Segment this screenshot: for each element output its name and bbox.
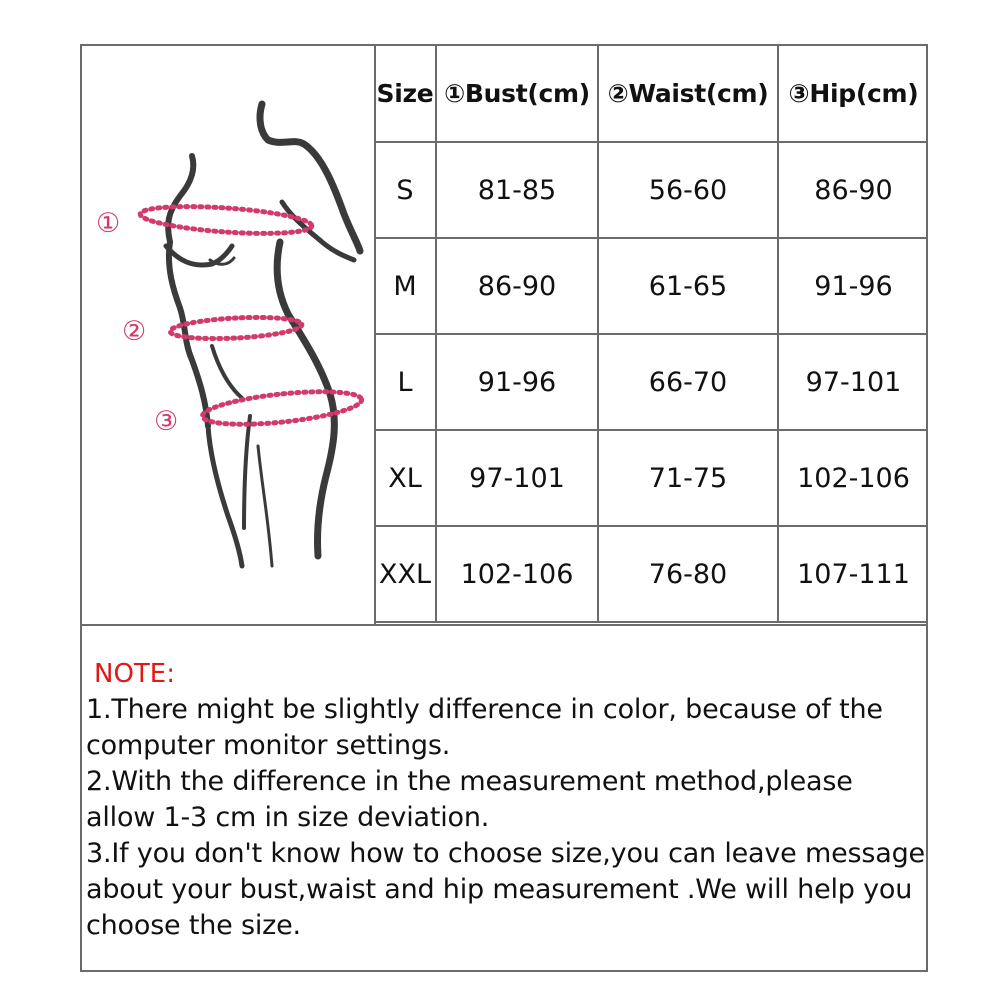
size-chart-frame — [80, 44, 928, 972]
cell-size: XXL — [375, 526, 436, 622]
cell-hip: 86-90 — [778, 142, 928, 238]
header-hip: ③Hip(cm) — [778, 46, 928, 142]
cell-hip: 102-106 — [778, 430, 928, 526]
note-line: 1.There might be slightly difference in color, because of the — [86, 694, 883, 725]
cell-hip: 107-111 — [778, 526, 928, 622]
table-row — [375, 334, 928, 430]
note-line: computer monitor settings. — [86, 730, 451, 761]
marker-waist: ② — [122, 316, 147, 347]
note-line: choose the size. — [86, 910, 301, 941]
cell-waist: 71-75 — [598, 430, 778, 526]
table-header-row — [375, 46, 928, 142]
cell-hip: 97-101 — [778, 334, 928, 430]
note-title: NOTE: — [94, 659, 175, 689]
cell-waist: 61-65 — [598, 238, 778, 334]
cell-size: XL — [375, 430, 436, 526]
table-row — [375, 526, 928, 622]
cell-size: S — [375, 142, 436, 238]
note-line: 3.If you don't know how to choose size,you can leave message — [86, 838, 925, 869]
cell-bust: 102-106 — [436, 526, 598, 622]
cell-bust: 86-90 — [436, 238, 598, 334]
cell-hip: 91-96 — [778, 238, 928, 334]
cell-size: M — [375, 238, 436, 334]
header-waist: ②Waist(cm) — [598, 46, 778, 142]
note-section — [82, 624, 926, 970]
table-row — [375, 238, 928, 334]
note-line: allow 1-3 cm in size deviation. — [86, 802, 490, 833]
body-outline-illustration — [82, 46, 376, 624]
note-line: 2.With the difference in the measurement method,please — [86, 766, 853, 797]
marker-hip: ③ — [154, 406, 179, 437]
cell-waist: 66-70 — [598, 334, 778, 430]
cell-size: L — [375, 334, 436, 430]
body-figure-cell — [82, 46, 376, 624]
cell-bust: 81-85 — [436, 142, 598, 238]
table-row — [375, 142, 928, 238]
cell-waist: 56-60 — [598, 142, 778, 238]
cell-bust: 97-101 — [436, 430, 598, 526]
header-bust: ①Bust(cm) — [436, 46, 598, 142]
size-table — [375, 46, 928, 623]
cell-waist: 76-80 — [598, 526, 778, 622]
marker-bust: ① — [96, 208, 121, 239]
cell-bust: 91-96 — [436, 334, 598, 430]
note-line: about your bust,waist and hip measurement .We will help you — [86, 874, 913, 905]
table-row — [375, 430, 928, 526]
header-size: Size — [375, 46, 436, 142]
